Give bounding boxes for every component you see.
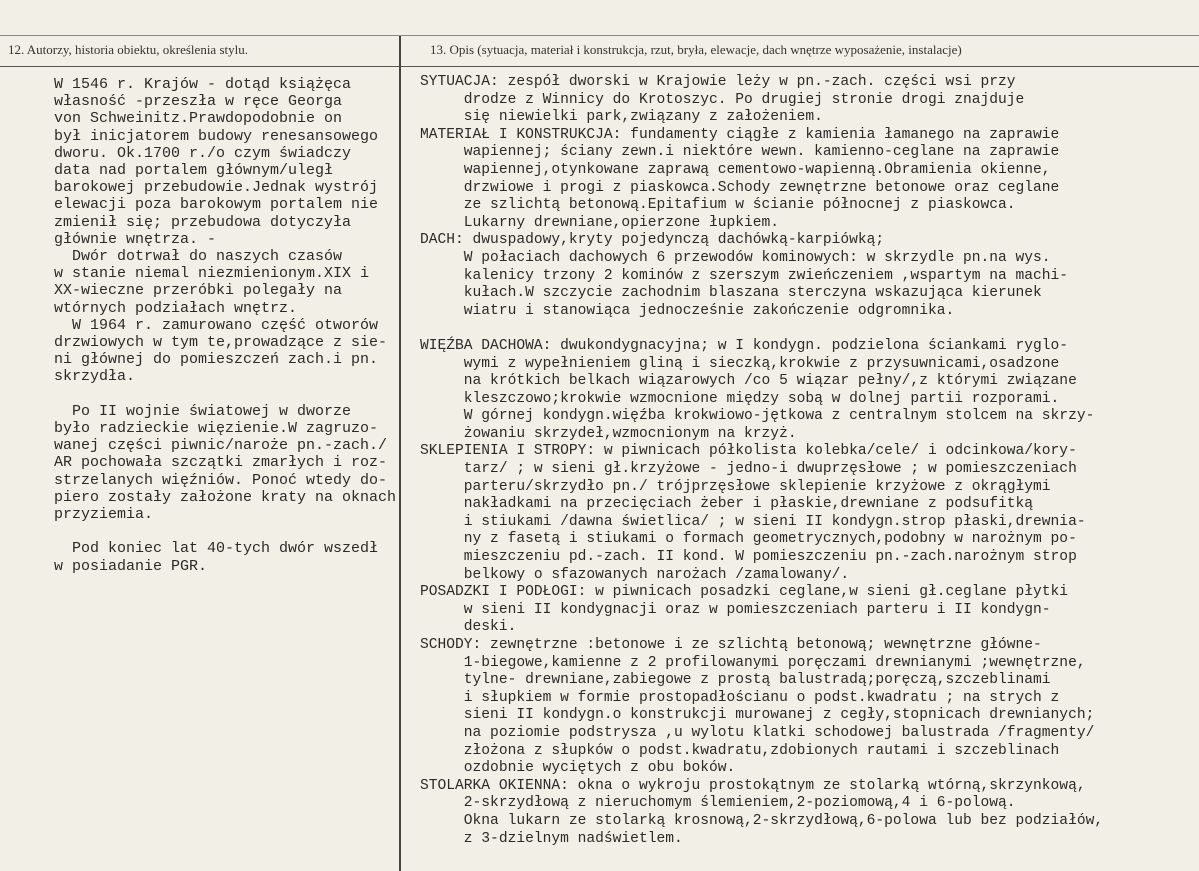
top-rule bbox=[0, 35, 1199, 36]
column-divider bbox=[399, 36, 401, 871]
description-text: SYTUACJA: zespół dworski w Krajowie leży w pn.-zach. części wsi przy drodze z Winnicy do Krotoszyc. Po drugiej stronie drogi znajduje się niewielki park,związany z założeniem. MATERIAŁ I KONSTRUKCJA: fundamenty ciągłe z kamienia łamanego na zaprawie wapiennej; ściany zewn.i niektóre wewn. kamienno-ceglane na zaprawie wapiennej,otynkowane zaprawą cementowo-wapienną.Obramienia okienne, drzwiowe i progi z piaskowca.Schody zewnętrzne betonowe oraz ceglane ze szlichtą betonową.Epitafium w ścianie północnej z piaskowca. Lukarny drewniane,opierzone łupkiem. DACH: dwuspadowy,kryty pojedynczą dachówką-karpiówką; W połaciach dachowych 6 przewodów kominowych: w skrzydle pn.na wys. kalenicy trzony 2 kominów z szerszym zwieńczeniem ,wspartym na machi- kułach.W szczycie zachodnim blaszana sterczyna wskazująca kierunek wiatru i stanowiąca jednocześnie zakończenie odgromnika. WIĘŹBA DACHOWA: dwukondygnacyjna; w I kondygn. podzielona ściankami ryglo- wymi z wypełnieniem gliną i sieczką,krokwie z przysuwnicami,osadzone na krótkich belkach wiązarowych /co 5 wiązar pełny/,z którymi związane kleszczowo;krokwie wzmocnione między sobą w dolnej partii rozporami. W górnej kondygn.więźba krokwiowo-jętkowa z centralnym stolcem na skrzy- żowaniu skrzydeł,wzmocnionym na krzyż. SKLEPIENIA I STROPY: w piwnicach półkolista kolebka/cele/ i odcinkowa/kory- tarz/ ; w sieni gł.krzyżowe - jedno-i dwuprzęsłowe ; w pomieszczeniach parteru/skrzydło pn./ trójprzęsłowe sklepienie krzyżowe z okrągłymi nakładkami na przecięciach żeber i płaskie,drewniane z podsufitką i stiukami /dawna świetlica/ ; w sieni II kondygn.strop płaski,drewnia- ny z fasetą i stiukami o formach geometrycznych,podobny w narożnym po- mieszczeniu pd.-zach. II kond. W pomieszczeniu pn.-zach.narożnym strop belkowy o sfazowanych narożach /zamalowany/. POSADZKI I PODŁOGI: w piwnicach posadzki ceglane,w sieni gł.ceglane płytki w sieni II kondygnacji oraz w pomieszczeniach parteru i II kondygn- deski. SCHODY: zewnętrzne :betonowe i ze szlichtą betonową; wewnętrzne główne- 1-biegowe,kamienne z 2 profilowanymi poręczami drewnianymi ;wewnętrzne, tylne- drewniane,zabiegowe z prostą balustradą;poręczą,szczeblinami i słupkiem w formie prostopadłościanu o podst.kwadratu ; na strych z sieni II kondygn.o konstrukcji murowanej z cegły,stopnicach drewnianych; na poziomie podstrysza ,u wylotu klatki schodowej balustrada /fragmenty/ złożona z słupków o podst.kwadratu,zdobionych rautami i szczeblinach ozdobnie wyciętych z obu boków. STOLARKA OKIENNA: okna o wykroju prostokątnym ze stolarką wtórną,skrzynkową, 2-skrzydłową z nieruchomym ślemieniem,2-poziomową,4 i 6-polową. Okna lukarn ze stolarką krosnową,2-skrzydłową,6-polowa lub bez podziałów, z 3-dzielnym nadświetlem. bbox=[420, 74, 1104, 847]
section-13-heading: 13. Opis (sytuacja, materiał i konstrukcja, rzut, bryła, elewacje, dach wnętrze wyposażenie, instalacje) bbox=[430, 42, 962, 57]
history-text: W 1546 r. Krajów - dotąd książęca własność -przeszła w ręce Georga von Schweinitz.Prawdopodobnie on był inicjatorem budowy renesansowego dworu. Ok.1700 r./o czym świadczy data nad portalem głównym/uległ barokowej przebudowie.Jednak wystrój elewacji poza barokowym portalem nie zmienił się; przebudowa dotyczyła głównie wnętrza. - Dwór dotrwał do naszych czasów w stanie niemal niezmienionym.XIX i XX-wieczne przeróbki polegały na wtórnych podziałach wnętrz. W 1964 r. zamurowano część otworów drzwiowych w tym te,prowadzące z sie- ni głównej do pomieszczeń zach.i pn. skrzydła. Po II wojnie światowej w dworze było radzieckie więzienie.W zagruzo- wanej części piwnic/naroże pn.-zach./ AR pochowała szczątki zmarłych i roz- strzelanych więźniów. Ponoć wtedy do- piero zostały założone kraty na oknach przyziemia. Pod koniec lat 40-tych dwór wszedł w posiadanie PGR. bbox=[54, 76, 397, 575]
section-12-heading: 12. Autorzy, historia obiektu, określenia stylu. bbox=[8, 42, 248, 57]
header-rule bbox=[0, 66, 1199, 67]
